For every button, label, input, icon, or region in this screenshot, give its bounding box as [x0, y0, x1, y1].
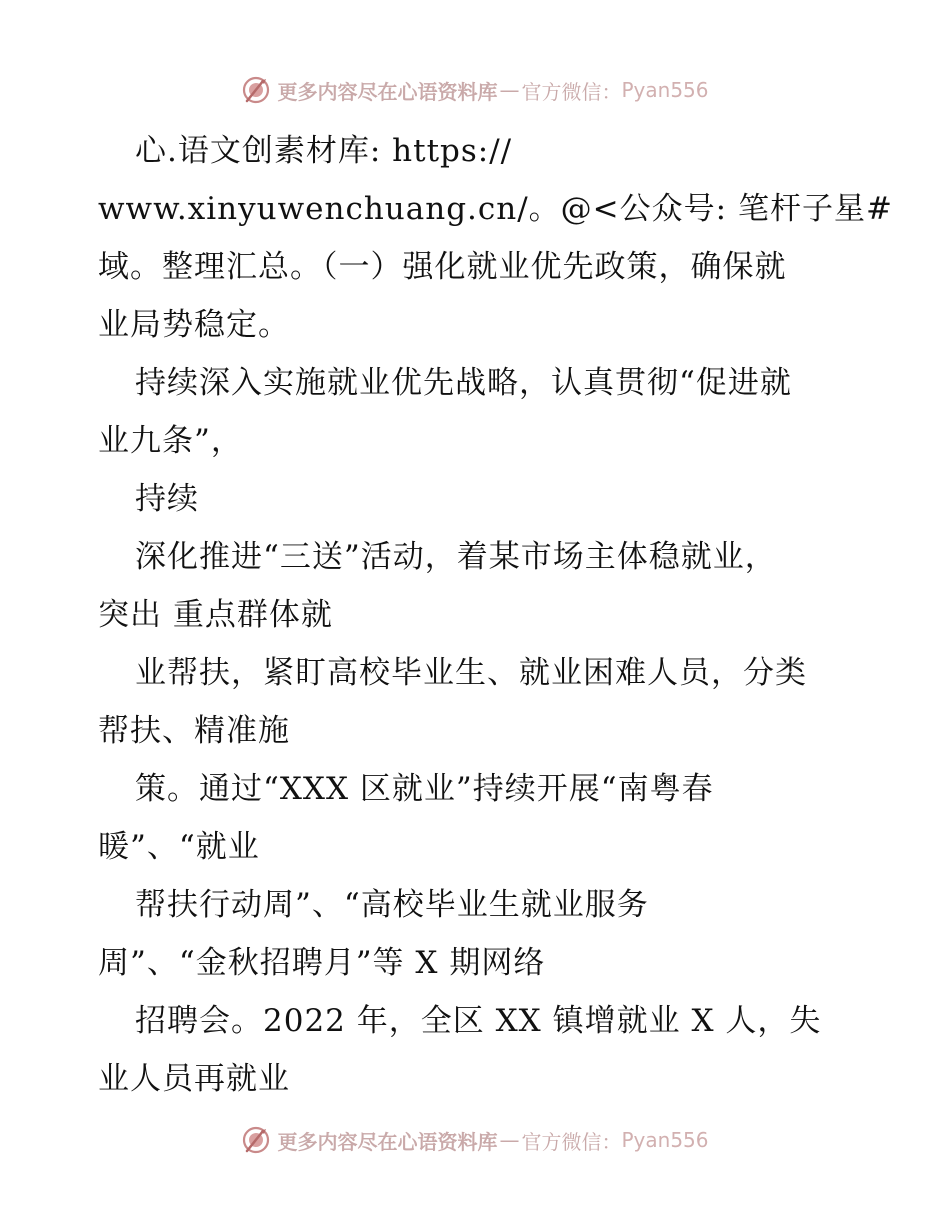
watermark-dash: — [499, 78, 520, 102]
text-line: 深化推进“三送”活动，着某市场主体稳就业， [135, 539, 777, 575]
watermark-brand: 更多内容尽在心语资料库 [277, 79, 498, 104]
text-line: 持续深入实施就业优先战略，认真贯彻“促进就 [135, 365, 792, 401]
footer-watermark [0, 1120, 950, 1160]
quill-seal-icon [241, 1125, 271, 1155]
text-line: 心.语文创素材库: https:// [135, 133, 513, 169]
text-line: 域。整理汇总。（一）强化就业优先政策，确保就 [98, 249, 787, 285]
text-line: 帮扶、精准施 [98, 713, 290, 749]
watermark-brand: 更多内容尽在心语资料库 [277, 1129, 498, 1154]
text-line: 突出 重点群体就 [98, 597, 333, 633]
quill-seal-icon [241, 75, 271, 105]
text-line: 周”、“金秋招聘月”等 X 期网络 [98, 945, 546, 981]
watermark-wechat-label: 官方微信： [521, 79, 622, 104]
text-line: www.xinyuwenchuang.cn/。@<公众号: 笔杆子星# [98, 191, 893, 227]
text-line: 业帮扶，紧盯高校毕业生、就业困难人员，分类 [135, 655, 807, 691]
text-line: 持续 [135, 481, 199, 517]
text-line: 业人员再就业 [98, 1061, 290, 1097]
watermark-wechat-id: Pyan556 [621, 1128, 709, 1152]
text-line: 业局势稳定。 [98, 307, 290, 343]
document-body [98, 122, 893, 1108]
watermark-dash: — [499, 1128, 520, 1152]
text-line: 帮扶行动周”、“高校毕业生就业服务 [135, 887, 649, 923]
header-watermark [0, 70, 950, 110]
text-line: 策。通过“XXX 区就业”持续开展“南粤春 [135, 771, 714, 807]
text-line: 暖”、“就业 [98, 829, 260, 865]
text-line: 招聘会。2022 年，全区 XX 镇增就业 X 人，失 [135, 1003, 822, 1039]
watermark-wechat-label: 官方微信： [521, 1129, 622, 1154]
text-line: 业九条”， [98, 423, 243, 459]
watermark-wechat-id: Pyan556 [621, 78, 709, 102]
